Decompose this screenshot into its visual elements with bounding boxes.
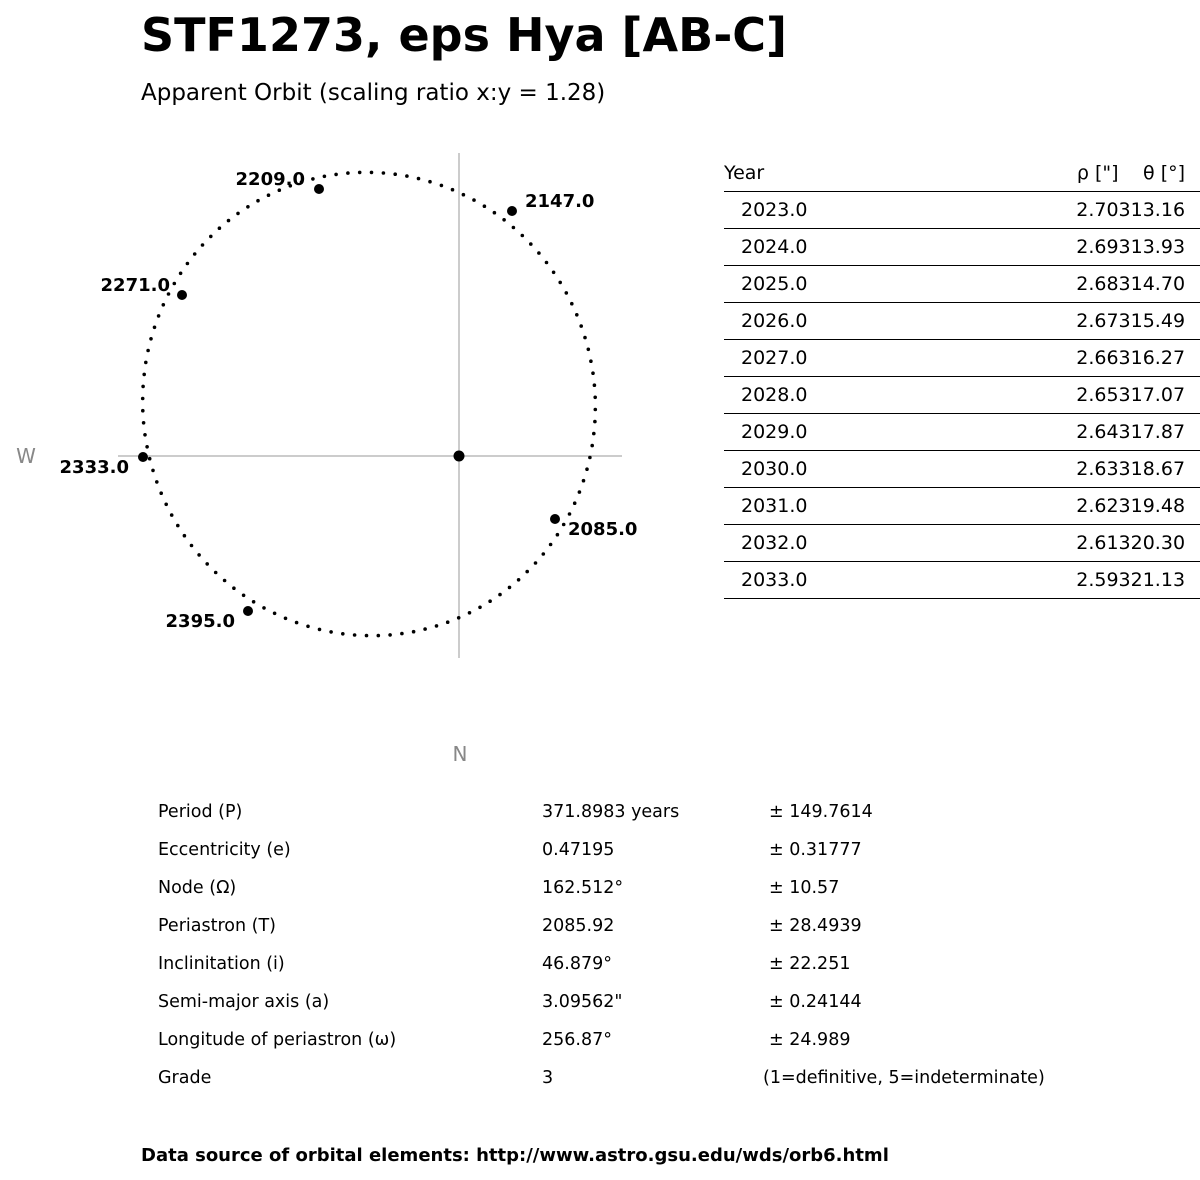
orbit-dot	[405, 174, 409, 178]
ephemeris-rho: 2.62	[1076, 495, 1119, 517]
epoch-label-2271: 2271.0	[100, 275, 170, 296]
element-row-node	[158, 872, 1138, 910]
orbit-dot	[498, 593, 502, 597]
orbit-dot	[568, 512, 572, 516]
orbit-dot	[173, 282, 177, 286]
element-row-periastron	[158, 910, 1138, 948]
orbit-dot	[542, 552, 546, 556]
orbit-dot	[573, 501, 577, 505]
element-value: 3.09562"	[542, 992, 623, 1012]
table-row	[724, 266, 1200, 303]
table-row	[724, 525, 1200, 562]
orbit-dot	[141, 385, 145, 389]
element-row-longitude-periastron	[158, 1024, 1138, 1062]
element-error: ± 24.989	[769, 1030, 851, 1050]
element-label: Periastron (T)	[158, 916, 276, 936]
ephemeris-header-rho: ρ ["]	[1076, 162, 1119, 184]
west-label: W	[16, 444, 36, 468]
orbit-dot	[521, 234, 525, 238]
element-label: Grade	[158, 1068, 212, 1088]
element-error: ± 22.251	[769, 954, 851, 974]
orbit-dot	[545, 261, 549, 265]
table-row	[724, 377, 1200, 414]
epoch-label-2209: 2209.0	[235, 169, 305, 190]
element-label: Semi-major axis (a)	[158, 992, 330, 1012]
orbit-dot	[262, 606, 266, 610]
ephemeris-year: 2032.0	[741, 532, 808, 554]
element-value: 371.8983 years	[542, 802, 680, 822]
orbit-dot	[388, 633, 392, 637]
orbit-dot	[183, 534, 187, 538]
ephemeris-rho: 2.66	[1076, 347, 1119, 369]
ephemeris-header-row	[724, 155, 1200, 192]
ephemeris-theta: 317.87	[1118, 421, 1186, 443]
element-label: Inclinitation (i)	[158, 954, 285, 974]
orbit-dot	[428, 180, 432, 184]
orbit-dot	[565, 291, 569, 295]
ephemeris-rho: 2.63	[1076, 458, 1119, 480]
orbit-dot	[144, 361, 148, 365]
orbit-dot	[579, 324, 583, 328]
orbit-dot	[468, 611, 472, 615]
table-row	[724, 488, 1200, 525]
orbit-dot	[365, 634, 369, 638]
ephemeris-year: 2026.0	[741, 310, 808, 332]
epoch-point-2395	[243, 606, 253, 616]
orbit-dot	[341, 632, 345, 636]
orbit-dot	[478, 606, 482, 610]
orbit-dot	[153, 326, 157, 330]
ephemeris-rho: 2.67	[1076, 310, 1119, 332]
orbital-elements	[158, 796, 1138, 1100]
ephemeris-rho: 2.64	[1076, 421, 1119, 443]
orbit-dot	[587, 348, 591, 352]
orbit-dot	[273, 612, 277, 616]
north-label: N	[452, 742, 468, 766]
ephemeris-year: 2033.0	[741, 569, 808, 591]
orbit-dot	[318, 628, 322, 632]
orbit-dot	[284, 617, 288, 621]
orbit-dot	[218, 226, 222, 230]
orbit-dot	[412, 630, 416, 634]
orbit-dot	[151, 469, 155, 473]
ephemeris-theta: 318.67	[1118, 458, 1186, 480]
orbit-dot	[164, 503, 168, 507]
orbit-plot	[0, 130, 700, 780]
orbit-dot	[483, 204, 487, 208]
orbit-dot	[590, 444, 594, 448]
orbit-dot	[149, 337, 153, 341]
table-row	[724, 303, 1200, 340]
orbit-dot	[201, 243, 205, 247]
orbit-dot	[227, 219, 231, 223]
ephemeris-theta: 315.49	[1118, 310, 1186, 332]
epoch-label-2333: 2333.0	[59, 457, 129, 478]
element-value: 0.47195	[542, 840, 615, 860]
orbit-dot	[377, 634, 381, 638]
orbit-dot	[205, 562, 209, 566]
element-value: 46.879°	[542, 954, 612, 974]
orbit-dot	[256, 199, 260, 203]
orbit-dot	[575, 313, 579, 317]
table-row	[724, 414, 1200, 451]
orbit-dot	[508, 586, 512, 590]
epoch-label-2085: 2085.0	[568, 519, 638, 540]
orbit-dot	[186, 262, 190, 266]
epoch-marks	[60, 169, 638, 632]
ephemeris-theta: 316.27	[1118, 347, 1186, 369]
orbit-dot	[552, 271, 556, 275]
element-value: 162.512°	[542, 878, 624, 898]
orbit-dot	[534, 561, 538, 565]
orbit-dot	[594, 408, 598, 412]
ephemeris-theta: 319.48	[1118, 495, 1186, 517]
orbit-dot	[142, 421, 146, 425]
primary-star	[454, 451, 465, 462]
orbit-dot	[423, 627, 427, 631]
orbit-dot	[588, 456, 592, 460]
table-row	[724, 562, 1200, 599]
orbit-dot	[583, 336, 587, 340]
element-row-grade	[158, 1062, 1138, 1100]
orbit-dot	[440, 184, 444, 188]
orbit-dot	[578, 490, 582, 494]
orbit-dot	[155, 480, 159, 484]
ephemeris-year: 2030.0	[741, 458, 808, 480]
orbit-dot	[306, 625, 310, 629]
orbit-dot	[525, 570, 529, 574]
orbit-dot	[148, 457, 152, 461]
orbit-dots	[141, 171, 597, 638]
orbit-dot	[537, 251, 541, 255]
orbit-dot	[141, 409, 145, 413]
orbit-dot	[582, 479, 586, 483]
ephemeris-year: 2024.0	[741, 236, 808, 258]
orbit-dot	[142, 373, 146, 377]
orbit-dot	[562, 523, 566, 527]
orbit-dot	[146, 349, 150, 353]
element-row-eccentricity	[158, 834, 1138, 872]
orbit-dot	[232, 586, 236, 590]
data-source-footer: Data source of orbital elements: http://www.astro.gsu.edu/wds/orb6.html	[141, 1145, 889, 1166]
ephemeris-header-theta: θ [°]	[1143, 162, 1186, 184]
orbit-dot	[242, 594, 246, 598]
orbit-dot	[393, 172, 397, 176]
orbit-dot	[593, 420, 597, 424]
orbit-dot	[145, 445, 149, 449]
ephemeris-table	[724, 155, 1200, 599]
orbit-dot	[223, 579, 227, 583]
orbit-dot	[143, 433, 147, 437]
ephemeris-rho: 2.68	[1076, 273, 1119, 295]
orbit-dot	[236, 212, 240, 216]
ephemeris-year: 2025.0	[741, 273, 808, 295]
orbit-dot	[446, 620, 450, 624]
ephemeris-year: 2029.0	[741, 421, 808, 443]
orbit-dot	[179, 272, 183, 276]
orbit-dot	[162, 303, 166, 307]
orbit-dot	[472, 198, 476, 202]
orbit-dot	[190, 544, 194, 548]
orbit-dot	[197, 553, 201, 557]
orbit-dot	[193, 252, 197, 256]
orbit-dot	[457, 616, 461, 620]
orbit-dot	[157, 314, 161, 318]
orbit-dot	[592, 432, 596, 436]
orbit-dot	[295, 621, 299, 625]
orbit-dot	[346, 171, 350, 175]
table-row	[724, 192, 1200, 229]
orbit-dot	[267, 193, 271, 197]
orbit-dot	[462, 193, 466, 197]
orbit-dot	[585, 467, 589, 471]
chart-subtitle: Apparent Orbit (scaling ratio x:y = 1.28)	[141, 80, 606, 106]
ephemeris-year: 2023.0	[741, 199, 808, 221]
element-error: ± 0.24144	[769, 992, 862, 1012]
element-label: Node (Ω)	[158, 878, 237, 898]
ephemeris-theta: 320.30	[1118, 532, 1186, 554]
orbit-dot	[570, 302, 574, 306]
epoch-label-2147: 2147.0	[525, 191, 595, 212]
epoch-point-2147	[507, 206, 517, 216]
ephemeris-rho: 2.59	[1076, 569, 1119, 591]
orbit-dot	[159, 491, 163, 495]
orbit-dot	[334, 173, 338, 177]
orbit-dot	[382, 171, 386, 175]
orbit-dot	[589, 359, 593, 363]
orbit-dot	[556, 533, 560, 537]
orbit-dot	[323, 175, 327, 179]
element-label: Period (P)	[158, 802, 243, 822]
ephemeris-rho: 2.69	[1076, 236, 1119, 258]
element-note: (1=definitive, 5=indeterminate)	[763, 1068, 1045, 1088]
orbit-dot	[517, 578, 521, 582]
orbit-dot	[435, 624, 439, 628]
orbit-dot	[529, 242, 533, 246]
ephemeris-header-year: Year	[724, 162, 765, 184]
orbit-dot	[209, 235, 213, 239]
ephemeris-year: 2028.0	[741, 384, 808, 406]
table-row	[724, 340, 1200, 377]
element-value: 2085.92	[542, 916, 615, 936]
element-row-semimajor-axis	[158, 986, 1138, 1024]
table-row	[724, 229, 1200, 266]
ephemeris-theta: 313.93	[1118, 236, 1186, 258]
epoch-point-2085	[550, 514, 560, 524]
element-error: ± 149.7614	[769, 802, 873, 822]
orbit-dot	[252, 600, 256, 604]
orbit-dot	[488, 599, 492, 603]
orbit-dot	[593, 383, 597, 387]
orbit-dot	[329, 630, 333, 634]
element-label: Longitude of periastron (ω)	[158, 1030, 397, 1050]
orbit-dot	[591, 371, 595, 375]
epoch-label-2395: 2395.0	[165, 611, 235, 632]
ephemeris-year: 2027.0	[741, 347, 808, 369]
orbit-dot	[451, 188, 455, 192]
orbit-dot	[558, 281, 562, 285]
element-row-period	[158, 796, 1138, 834]
element-label: Eccentricity (e)	[158, 840, 291, 860]
orbit-dot	[170, 513, 174, 517]
ephemeris-theta: 313.16	[1118, 199, 1186, 221]
element-error: ± 10.57	[769, 878, 840, 898]
element-value: 256.87°	[542, 1030, 612, 1050]
element-value: 3	[542, 1068, 554, 1088]
ephemeris-rho: 2.70	[1076, 199, 1119, 221]
orbit-dot	[512, 226, 516, 230]
ephemeris-rho: 2.65	[1076, 384, 1119, 406]
orbit-dot	[176, 524, 180, 528]
element-error: ± 0.31777	[769, 840, 862, 860]
orbit-dot	[593, 396, 597, 400]
element-row-inclination	[158, 948, 1138, 986]
orbit-dot	[417, 177, 421, 181]
epoch-point-2209	[314, 184, 324, 194]
epoch-point-2271	[177, 290, 187, 300]
orbit-dot	[141, 397, 145, 401]
orbit-dot	[493, 211, 497, 215]
orbit-dot	[311, 177, 315, 181]
orbit-dot	[502, 218, 506, 222]
orbit-dot	[370, 171, 374, 175]
orbit-dot	[358, 171, 362, 175]
orbit-dot	[400, 632, 404, 636]
table-row	[724, 451, 1200, 488]
element-error: ± 28.4939	[769, 916, 862, 936]
ephemeris-rho: 2.61	[1076, 532, 1119, 554]
orbit-dot	[353, 633, 357, 637]
ephemeris-theta: 314.70	[1118, 273, 1186, 295]
chart-title: STF1273, eps Hya [AB-C]	[141, 8, 788, 62]
ephemeris-theta: 321.13	[1118, 569, 1186, 591]
orbit-dot	[246, 205, 250, 209]
epoch-point-2333	[138, 452, 148, 462]
orbit-dot	[214, 571, 218, 575]
orbit-dot	[549, 543, 553, 547]
ephemeris-theta: 317.07	[1118, 384, 1186, 406]
ephemeris-year: 2031.0	[741, 495, 808, 517]
